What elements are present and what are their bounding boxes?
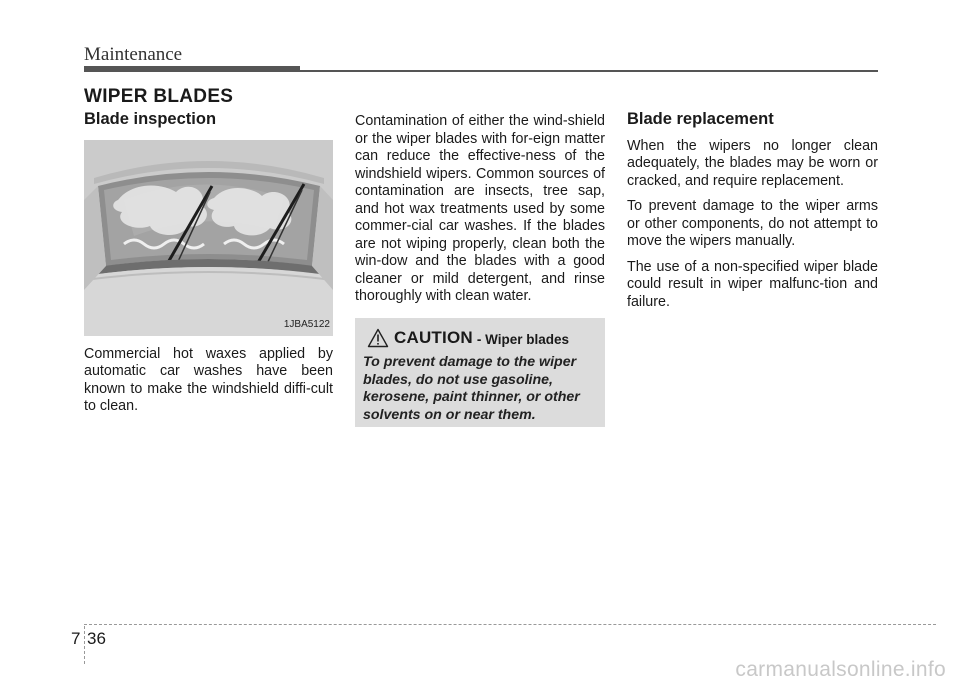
column-middle xyxy=(355,113,605,314)
blade-replacement-heading: Blade replacement xyxy=(627,110,774,128)
watermark: carmanualsonline.info xyxy=(735,658,946,681)
warning-triangle-icon xyxy=(367,328,389,348)
header-title: Maintenance xyxy=(84,44,183,65)
windshield-illustration xyxy=(84,140,333,336)
windshield-figure xyxy=(84,140,333,336)
header-rule-accent xyxy=(84,66,300,72)
column-right xyxy=(627,111,878,319)
caution-header xyxy=(367,328,599,348)
column-left xyxy=(84,111,333,424)
caution-box xyxy=(355,318,605,427)
blade-inspection-heading: Blade inspection xyxy=(84,110,217,128)
contamination-paragraph: Contamination of either the wind-shield or the wiper blades with for-eign matter can reduce the effective-ness of the windshield wipers. Common sources of contamination are insects, tree sap, and hot wax treatments used by some commer-cial car washes. If the blades are not wiping properly, clean both the win-dow and the blades with a good cleaner or mild detergent, and rinse thoroughly with clean water. xyxy=(355,113,605,304)
caution-subtitle: - Wiper blades xyxy=(476,331,569,347)
hot-wax-paragraph: Commercial hot waxes applied by automatic car washes have been known to make the windshield diffi-cult to clean. xyxy=(84,345,333,414)
replacement-paragraph-2: To prevent damage to the wiper arms or other components, do not attempt to move the wipers manually. xyxy=(627,198,878,249)
replacement-paragraph-3: The use of a non-specified wiper blade could result in wiper malfunc-tion and failure. xyxy=(627,258,878,310)
replacement-paragraph-1: When the wipers no longer clean adequately, the blades may be worn or cracked, and require replacement. xyxy=(627,137,878,189)
figure-label: 1JBA5122 xyxy=(283,319,330,330)
caution-word: CAUTION xyxy=(394,328,473,347)
page-number: 36 xyxy=(87,629,106,648)
caution-text: To prevent damage to the wiper blades, do not use gasoline, kerosene, paint thinner, or other solvents on or near them. xyxy=(363,354,580,423)
chapter-number: 7 xyxy=(71,629,81,648)
footer-rule xyxy=(84,624,936,625)
section-heading: WIPER BLADES xyxy=(84,86,234,107)
footer-divider xyxy=(84,626,85,664)
